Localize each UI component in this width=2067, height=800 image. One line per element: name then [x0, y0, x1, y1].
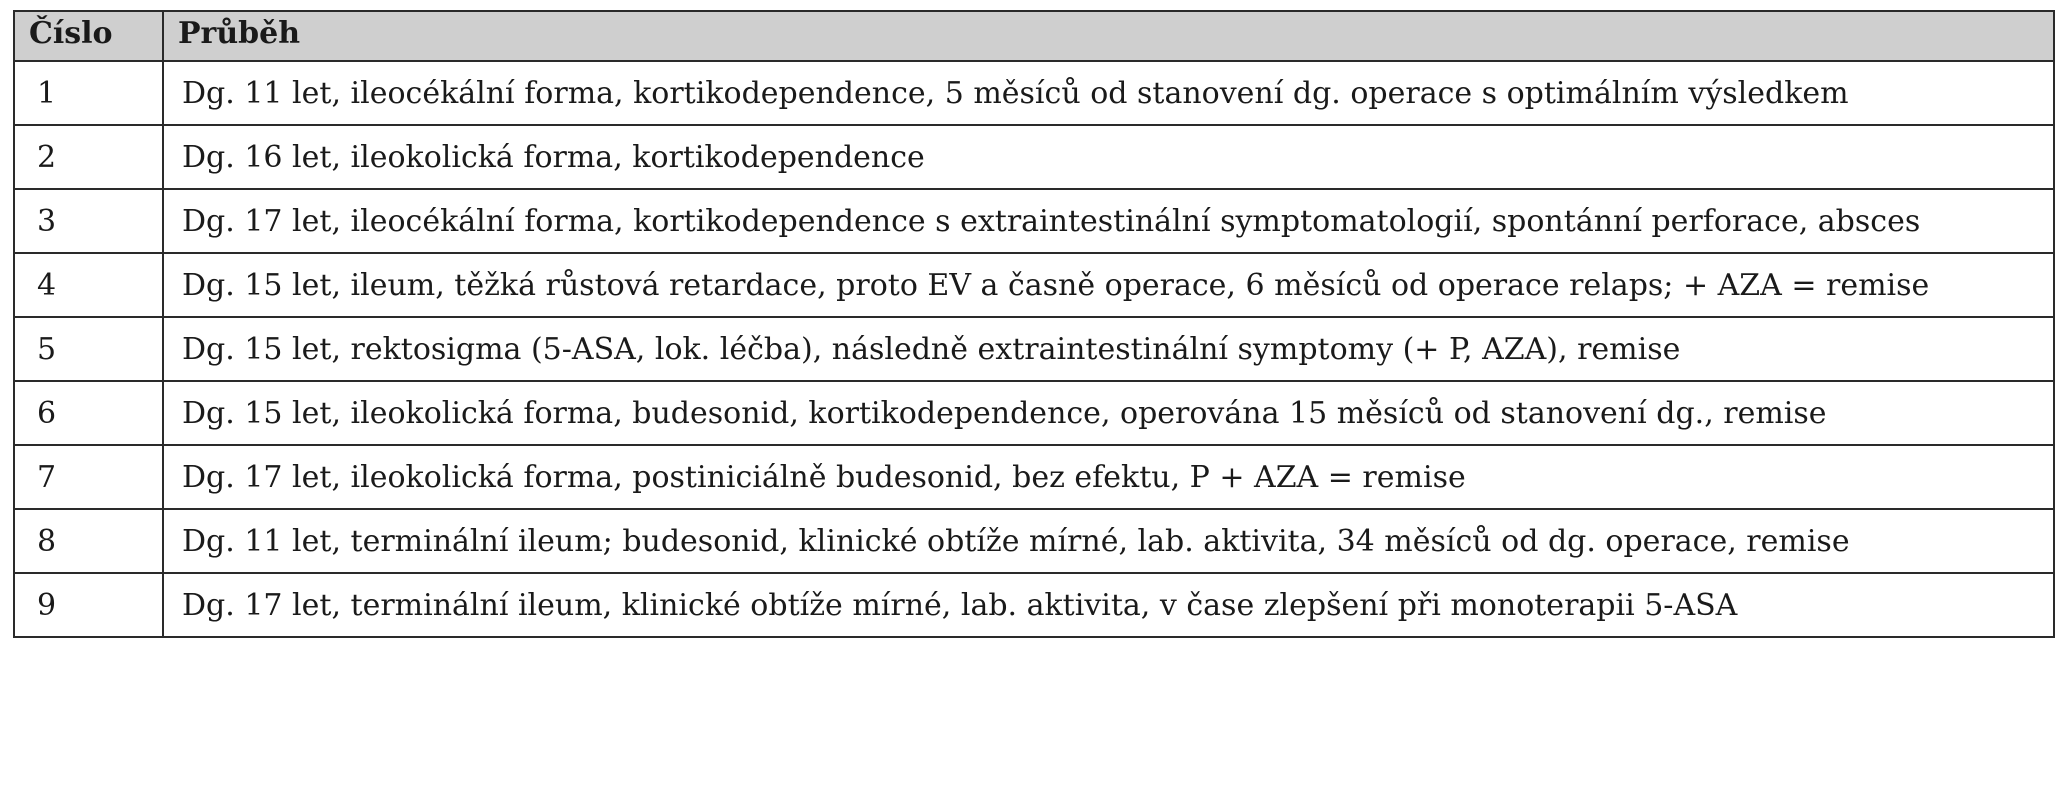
case-course-cell: Dg. 17 let, ileokolická forma, postiniciálně budesonid, bez efektu, P + AZA = remise [163, 445, 2054, 509]
table-row [14, 445, 2054, 509]
table-row [14, 125, 2054, 189]
column-header-course: Průběh [163, 11, 2054, 61]
case-number-cell: 1 [14, 61, 163, 125]
column-header-number: Číslo [14, 11, 163, 61]
case-number-cell: 2 [14, 125, 163, 189]
table-row [14, 317, 2054, 381]
table-row [14, 189, 2054, 253]
case-course-cell: Dg. 11 let, terminální ileum; budesonid, klinické obtíže mírné, lab. aktivita, 34 měsíců od dg. operace, remise [163, 509, 2054, 573]
case-number-cell: 5 [14, 317, 163, 381]
case-number-cell: 4 [14, 253, 163, 317]
table-row [14, 509, 2054, 573]
table-row [14, 381, 2054, 445]
table-row [14, 61, 2054, 125]
case-number-cell: 6 [14, 381, 163, 445]
table-row [14, 253, 2054, 317]
case-table-container [13, 10, 2053, 638]
case-number-cell: 9 [14, 573, 163, 637]
case-course-cell: Dg. 11 let, ileocékální forma, kortikodependence, 5 měsíců od stanovení dg. operace s optimálním výsledkem [163, 61, 2054, 125]
table-row [14, 573, 2054, 637]
case-course-cell: Dg. 17 let, terminální ileum, klinické obtíže mírné, lab. aktivita, v čase zlepšení při monoterapii 5-ASA [163, 573, 2054, 637]
case-course-cell: Dg. 15 let, ileokolická forma, budesonid, kortikodependence, operována 15 měsíců od stanovení dg., remise [163, 381, 2054, 445]
table-header-row [14, 11, 2054, 61]
case-course-cell: Dg. 17 let, ileocékální forma, kortikodependence s extraintestinální symptomatologií, spontánní perforace, absces [163, 189, 2054, 253]
case-course-cell: Dg. 16 let, ileokolická forma, kortikodependence [163, 125, 2054, 189]
case-course-cell: Dg. 15 let, ileum, těžká růstová retardace, proto EV a časně operace, 6 měsíců od operace relaps; + AZA = remise [163, 253, 2054, 317]
case-number-cell: 8 [14, 509, 163, 573]
case-number-cell: 3 [14, 189, 163, 253]
case-number-cell: 7 [14, 445, 163, 509]
case-table [13, 10, 2055, 638]
case-course-cell: Dg. 15 let, rektosigma (5-ASA, lok. léčba), následně extraintestinální symptomy (+ P, AZA), remise [163, 317, 2054, 381]
